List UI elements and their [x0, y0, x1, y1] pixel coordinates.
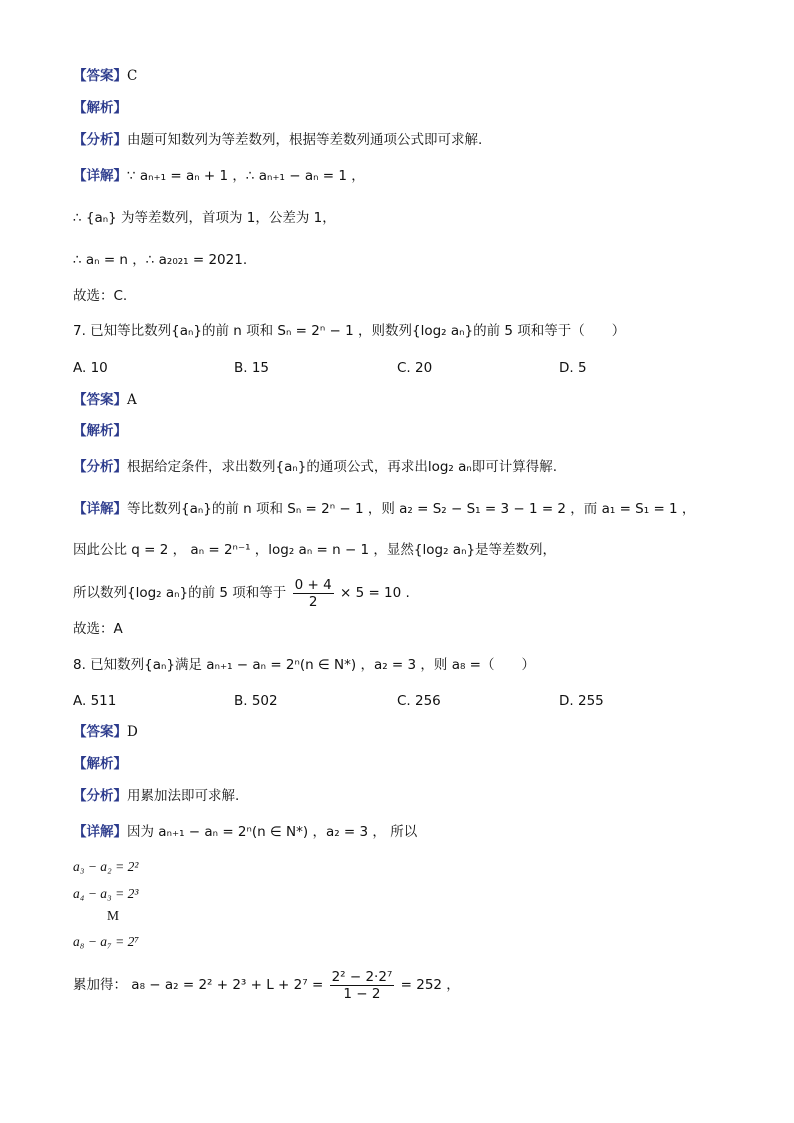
- q8-equation-3: a₈ − a₇ = 2⁷: [73, 934, 140, 949]
- fraction-numerator: 0 + 4: [294, 576, 332, 593]
- q7-option-a: A. 10: [73, 360, 108, 376]
- detail-3-prefix: 所以数列{log₂ aₙ}的前 5 项和等于: [73, 585, 287, 601]
- q8-option-d: D. 255: [559, 693, 604, 709]
- answer-value: C: [127, 68, 138, 84]
- fenxi-label: 【分析】: [73, 788, 127, 804]
- detail-3-suffix: × 5 = 10 .: [339, 585, 410, 601]
- q6-fenxi: [73, 130, 482, 150]
- q6-analysis-heading: [73, 98, 127, 118]
- analysis-label: 【解析】: [73, 100, 127, 116]
- q8-equation-2: a₄ − a₃ = 2³: [73, 886, 139, 901]
- fraction-denominator: 2: [308, 593, 318, 610]
- sum-prefix: 累加得： a₈ − a₂ = 2² + 2³ + L + 2⁷ =: [73, 977, 324, 993]
- fraction-numerator: 2² − 2·2⁷: [331, 968, 393, 985]
- q6-detail-3: ∴ aₙ = n ，∴ a₂₀₂₁ = 2021.: [73, 252, 248, 268]
- q7-analysis-heading: [73, 421, 127, 441]
- detail-label: 【详解】: [73, 168, 127, 184]
- q8-equation-dots: M: [107, 908, 120, 923]
- q8-answer: [73, 722, 138, 742]
- q8-detail-1: [73, 822, 417, 842]
- q6-choice: 故选：C.: [73, 288, 128, 304]
- fenxi-text: 由题可知数列为等差数列，根据等差数列通项公式即可求解.: [127, 132, 483, 148]
- analysis-label: 【解析】: [73, 756, 127, 772]
- q8-fenxi: [73, 786, 239, 806]
- analysis-label: 【解析】: [73, 423, 127, 439]
- answer-label: 【答案】: [73, 724, 127, 740]
- answer-label: 【答案】: [73, 392, 127, 408]
- answer-label: 【答案】: [73, 68, 127, 84]
- answer-value: D: [127, 724, 138, 740]
- q6-detail-2: ∴ {aₙ} 为等差数列，首项为 1，公差为 1，: [73, 210, 336, 226]
- answer-value: A: [127, 392, 137, 408]
- fraction: [293, 577, 334, 610]
- q7-detail-2: 因此公比 q = 2 ， aₙ = 2ⁿ⁻¹ ，log₂ aₙ = n − 1 ，显然{log₂ aₙ}是等差数列，: [73, 542, 557, 558]
- detail-label: 【详解】: [73, 501, 127, 517]
- q6-detail-1: [73, 166, 365, 186]
- q7-option-c: C. 20: [397, 360, 433, 376]
- q7-stem: 7. 已知等比数列{aₙ}的前 n 项和 Sₙ = 2ⁿ − 1 ，则数列{log₂ aₙ}的前 5 项和等于（ ）: [73, 323, 626, 339]
- q7-detail-3: [73, 576, 410, 610]
- detail-text: 因为 aₙ₊₁ − aₙ = 2ⁿ(n ∈ N*) ，a₂ = 3 ， 所以: [127, 824, 418, 840]
- fenxi-label: 【分析】: [73, 132, 127, 148]
- q7-choice: 故选：A: [73, 621, 123, 637]
- q6-answer: [73, 66, 137, 86]
- fenxi-text: 用累加法即可求解.: [127, 788, 240, 804]
- fraction: [330, 969, 395, 1002]
- detail-label: 【详解】: [73, 824, 127, 840]
- fenxi-label: 【分析】: [73, 459, 127, 475]
- q7-option-b: B. 15: [234, 360, 270, 376]
- q8-option-c: C. 256: [397, 693, 441, 709]
- q8-analysis-heading: [73, 754, 127, 774]
- q7-answer: [73, 390, 137, 410]
- q8-sum: [73, 968, 460, 1002]
- sum-suffix: = 252 ，: [400, 977, 460, 993]
- q8-stem: 8. 已知数列{aₙ}满足 aₙ₊₁ − aₙ = 2ⁿ(n ∈ N*) ，a₂ = 3 ，则 a₈ =（ ）: [73, 657, 535, 673]
- q8-option-b: B. 502: [234, 693, 278, 709]
- q7-detail-1: [73, 499, 695, 519]
- q8-equation-1: a₃ − a₂ = 2²: [73, 859, 139, 874]
- q7-fenxi: [73, 457, 557, 477]
- q8-option-a: A. 511: [73, 693, 117, 709]
- q7-option-d: D. 5: [559, 360, 587, 376]
- fraction-denominator: 1 − 2: [343, 985, 381, 1002]
- detail-text: 等比数列{aₙ}的前 n 项和 Sₙ = 2ⁿ − 1 ，则 a₂ = S₂ − S₁ = 3 − 1 = 2 ，而 a₁ = S₁ = 1 ，: [127, 501, 696, 517]
- fenxi-text: 根据给定条件，求出数列{aₙ}的通项公式，再求出log₂ aₙ即可计算得解.: [127, 459, 558, 475]
- detail-text: ∵ aₙ₊₁ = aₙ + 1 ，∴ aₙ₊₁ − aₙ = 1 ，: [127, 168, 365, 184]
